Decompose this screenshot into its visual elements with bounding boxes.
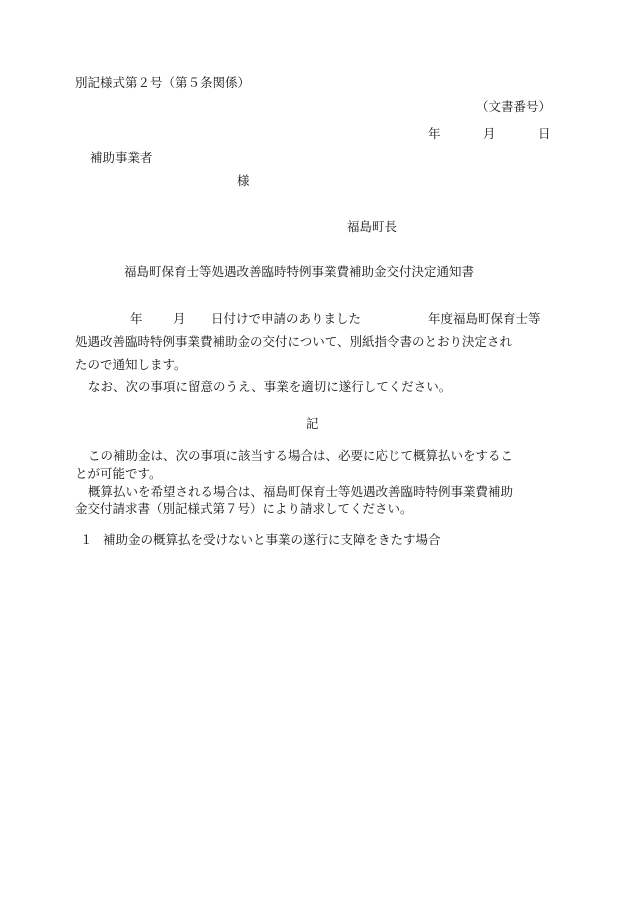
recipient-label: 補助事業者 bbox=[90, 150, 153, 165]
body-line2: 処遇改善臨時特例事業費補助金の交付について、別紙指令書のとおり決定され bbox=[75, 334, 513, 349]
note-paragraph-2: 概算払いを希望される場合は、福島町保育士等処遇改善臨時特例事業費補助 bbox=[88, 484, 514, 499]
body-year: 年 bbox=[130, 311, 143, 326]
date-month: 月 bbox=[483, 126, 496, 141]
document-number-label: （文書番号） bbox=[476, 99, 552, 114]
note-paragraph-1-cont: とが可能です。 bbox=[75, 466, 162, 481]
body-line3: たので通知します。 bbox=[75, 357, 187, 372]
body-line4: なお、次の事項に留意のうえ、事業を適切に遂行してください。 bbox=[88, 379, 452, 394]
document-title: 福島町保育士等処遇改善臨時特例事業費補助金交付決定通知書 bbox=[124, 264, 475, 279]
date-year: 年 bbox=[428, 126, 441, 141]
body-line1-tail: 年度福島町保育士等 bbox=[428, 311, 541, 326]
item-number: １ bbox=[80, 532, 93, 547]
body-month: 月 bbox=[173, 311, 186, 326]
note-paragraph-2-cont: 金交付請求書（別記様式第７号）により請求してください。 bbox=[75, 501, 413, 516]
body-line1-text: 日付けで申請のありました bbox=[211, 311, 362, 326]
recipient-honorific: 様 bbox=[237, 173, 250, 188]
note-paragraph-1: この補助金は、次の事項に該当する場合は、必要に応じて概算払いをするこ bbox=[88, 448, 514, 463]
form-label: 別記様式第２号（第５条関係） bbox=[75, 75, 251, 90]
issuer-name: 福島町長 bbox=[347, 219, 398, 234]
ki-heading: 記 bbox=[306, 416, 319, 431]
date-day: 日 bbox=[538, 126, 551, 141]
item-text: 補助金の概算払を受けないと事業の遂行に支障をきたす場合 bbox=[103, 532, 441, 547]
